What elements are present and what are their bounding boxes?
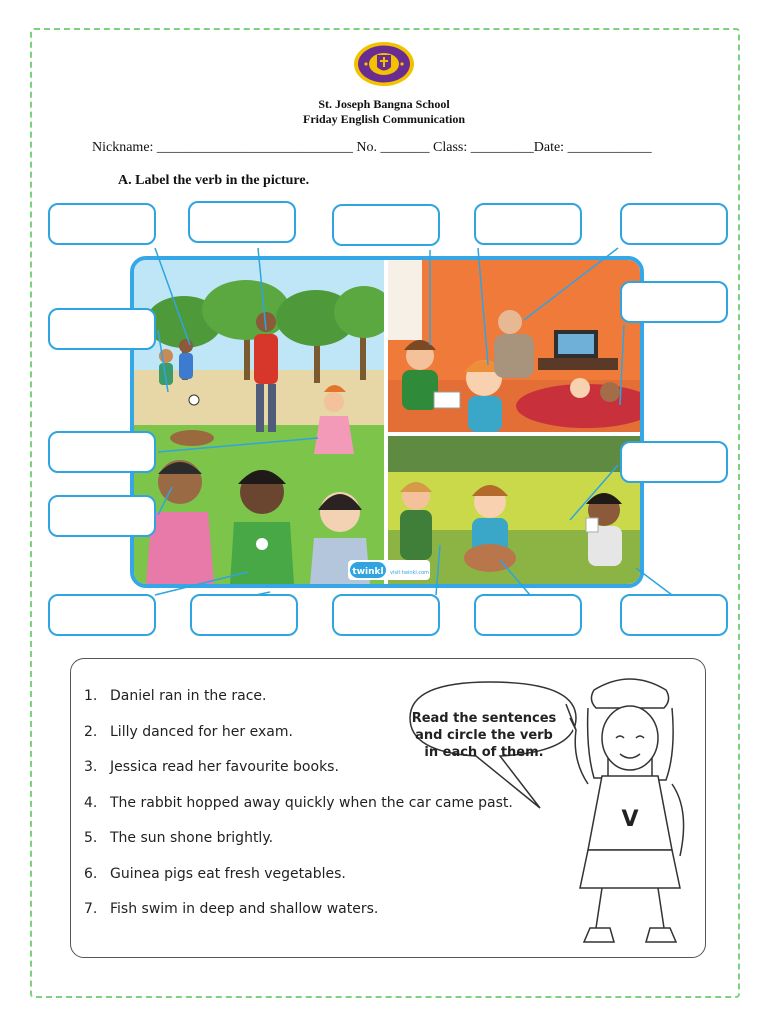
section-a-heading: A. Label the verb in the picture. xyxy=(118,173,310,188)
room-paper xyxy=(434,392,460,408)
label-box-12[interactable] xyxy=(190,594,298,636)
park-dog xyxy=(170,430,214,446)
mixing-bowl xyxy=(464,544,516,572)
twinkl-logo-text: twinkl xyxy=(352,567,384,577)
sentence-item[interactable]: 1. Daniel ran in the race. xyxy=(84,688,267,704)
school-logo xyxy=(352,40,416,88)
sentence-item[interactable]: 5. The sun shone brightly. xyxy=(84,830,274,846)
label-box-6[interactable] xyxy=(620,281,728,323)
label-box-3[interactable] xyxy=(332,204,440,246)
drinking-glass xyxy=(586,518,598,532)
label-box-4[interactable] xyxy=(474,203,582,245)
sentence-item[interactable]: 6. Guinea pigs eat fresh vegetables. xyxy=(84,865,346,882)
room-window xyxy=(388,260,422,340)
label-box-7[interactable] xyxy=(48,308,156,350)
label-box-1[interactable] xyxy=(48,203,156,245)
label-box-8[interactable] xyxy=(48,431,156,473)
subject-title: Friday English Communication xyxy=(302,112,466,126)
label-box-5[interactable] xyxy=(620,203,728,245)
sentence-item[interactable]: 3. Jessica read her favourite books. xyxy=(84,759,339,775)
character-illustration xyxy=(380,660,710,960)
shirt-letter: V xyxy=(621,807,639,832)
sentence-item[interactable]: 7. Fish swim in deep and shallow waters. xyxy=(84,901,379,917)
speech-bubble-instruction: Read the sentences and circle the verb in each of them. xyxy=(411,711,557,760)
school-name: St. Joseph Bangna School xyxy=(318,97,450,111)
label-box-11[interactable] xyxy=(48,594,156,636)
label-box-14[interactable] xyxy=(474,594,582,636)
kitchen-cupboards xyxy=(388,436,640,472)
student-info-line: Nickname: ____________________________ No. _______ Class: _________Date: ____________ xyxy=(92,140,652,155)
scene-illustration xyxy=(134,260,640,584)
verb-scene-picture xyxy=(130,256,644,588)
label-box-13[interactable] xyxy=(332,594,440,636)
label-box-15[interactable] xyxy=(620,594,728,636)
label-box-2[interactable] xyxy=(188,201,296,243)
shirt-flower xyxy=(256,538,268,550)
label-box-9[interactable] xyxy=(48,495,156,537)
twinkl-url-text: visit twinkl.com xyxy=(390,570,430,576)
sentence-item[interactable]: 2. Lilly danced for her exam. xyxy=(84,723,293,740)
label-box-10[interactable] xyxy=(620,441,728,483)
sentence-item[interactable]: 4. The rabbit hopped away quickly when the car came past. xyxy=(84,794,513,811)
